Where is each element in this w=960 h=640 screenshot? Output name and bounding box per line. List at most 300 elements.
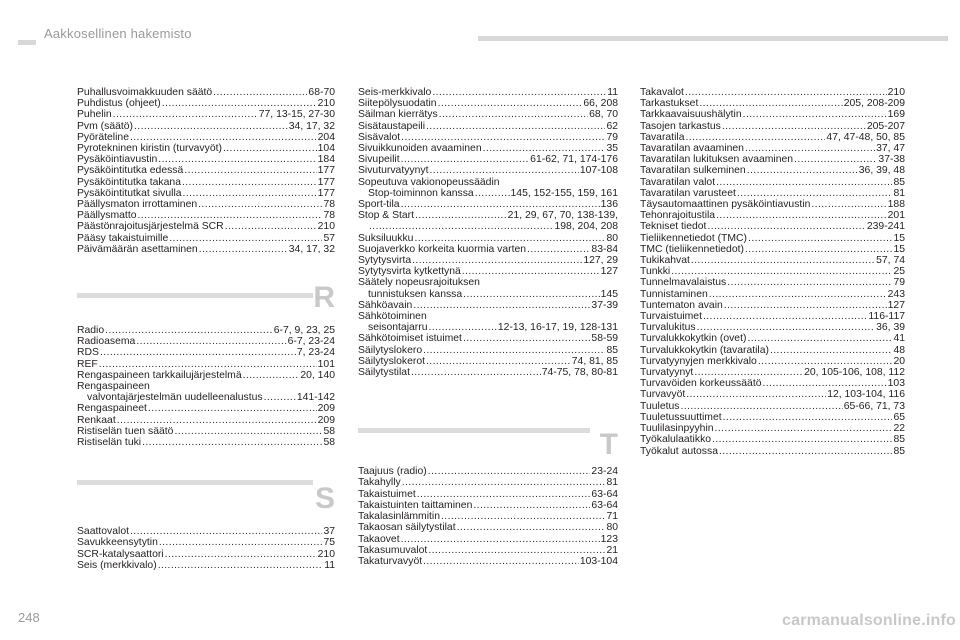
dot-leader — [225, 221, 317, 232]
index-term: Takasumuvalot — [358, 544, 428, 556]
index-term: Takaistuinten taittaminen — [358, 499, 473, 511]
index-term: Pyrotekninen kiristin (turvavyöt) — [77, 143, 222, 155]
dot-leader — [158, 154, 316, 165]
index-term: Tavaratila — [640, 131, 685, 143]
dot-leader — [142, 437, 322, 448]
section-rule — [77, 293, 313, 298]
dot-leader — [703, 311, 867, 322]
section-header-s — [77, 470, 335, 526]
index-pages: 204 — [317, 131, 335, 143]
index-pages: 37, 47 — [876, 143, 905, 155]
index-entry — [358, 121, 618, 132]
index-term: Puhdistus (ohjeet) — [77, 98, 161, 110]
index-entry — [358, 556, 618, 567]
index-term: tunnistuksen kanssa — [368, 288, 463, 300]
dot-leader — [264, 392, 296, 403]
index-entry — [358, 98, 618, 109]
index-term: Sähköavain — [358, 299, 413, 311]
section-rule — [77, 480, 313, 485]
index-entry — [77, 370, 335, 381]
dot-leader — [423, 345, 605, 356]
index-entry — [640, 356, 905, 367]
index-pages: 123 — [600, 533, 618, 545]
index-entry — [640, 255, 905, 266]
index-pages: 57, 74 — [876, 255, 905, 267]
dot-leader — [697, 322, 875, 333]
dot-leader — [463, 333, 590, 344]
index-pages: 68-70 — [308, 87, 335, 98]
index-entry — [358, 244, 618, 255]
dot-leader — [243, 370, 300, 381]
dot-leader — [747, 165, 858, 176]
dot-leader — [671, 266, 892, 277]
index-pages: 58 — [323, 425, 335, 437]
dot-leader — [694, 367, 803, 378]
index-pages: 127, 29 — [583, 255, 618, 267]
index-pages: 127 — [600, 266, 618, 278]
index-term: Stop & Start — [358, 210, 415, 222]
dot-leader — [441, 511, 605, 522]
index-pages: 243 — [887, 288, 905, 300]
dot-leader — [148, 403, 317, 414]
index-entry — [77, 143, 335, 154]
dot-leader — [426, 121, 605, 132]
index-entry — [358, 277, 618, 288]
index-pages: 80 — [606, 232, 618, 244]
dot-leader — [401, 132, 605, 143]
index-pages: 177 — [317, 187, 335, 199]
index-pages: 62 — [606, 120, 618, 132]
index-entry — [358, 534, 618, 545]
index-entry — [640, 121, 905, 132]
index-entry — [640, 221, 905, 232]
index-entry — [640, 244, 905, 255]
index-entry — [358, 356, 618, 367]
index-term: Sivupeilit — [358, 154, 400, 166]
index-term: Päästönrajoitusjärjestelmä SCR — [77, 221, 224, 233]
index-term: Täysautomaattinen pysäköintiavustin — [640, 199, 811, 211]
index-pages: 58 — [323, 437, 335, 449]
index-entry — [640, 233, 905, 244]
dot-leader — [183, 188, 317, 199]
dot-leader — [165, 549, 317, 560]
index-pages: 210 — [317, 221, 335, 233]
index-entry — [358, 143, 618, 154]
index-pages: 61-62, 71, 174-176 — [530, 154, 618, 166]
dot-leader — [426, 356, 571, 367]
dot-leader — [213, 87, 307, 98]
index-entry — [77, 154, 335, 165]
index-pages: 15 — [893, 243, 905, 255]
index-entry — [77, 549, 335, 560]
index-entry — [358, 255, 618, 266]
index-term: Säilytyslokero — [358, 344, 423, 356]
index-pages: 41 — [893, 333, 905, 345]
index-entry — [358, 221, 618, 232]
index-term: Tuulilasinpyyhin — [640, 423, 714, 435]
dot-leader — [401, 199, 600, 210]
index-term: Rengaspaineet — [77, 403, 147, 415]
section-letter-t: T — [599, 428, 618, 462]
index-term: Sähkötoimiset istuimet — [358, 333, 462, 345]
index-term: Tuuletussuuttimet — [640, 411, 722, 423]
index-term: Puhelin — [77, 109, 112, 121]
index-entry — [77, 121, 335, 132]
dot-leader — [457, 522, 606, 533]
index-term: Takahylly — [358, 477, 401, 489]
index-term: Tasojen tarkastus — [640, 120, 721, 132]
dot-leader — [794, 154, 877, 165]
index-term: Tekniset tiedot — [640, 221, 707, 233]
index-list-t — [358, 466, 618, 567]
index-entry — [640, 87, 905, 98]
index-entry — [640, 165, 905, 176]
index-pages: 85 — [606, 344, 618, 356]
index-term: Työkalulaatikko — [640, 434, 712, 446]
dot-leader — [105, 325, 273, 336]
index-entry — [640, 311, 905, 322]
index-pages: 177 — [317, 165, 335, 177]
index-pages: 205, 208-209 — [843, 98, 905, 110]
index-term: Stop-toiminnon kanssa — [368, 187, 474, 199]
index-entry — [640, 109, 905, 120]
index-entry — [640, 378, 905, 389]
index-term: Ristiselän tuen säätö — [77, 425, 174, 437]
index-term: Sytytysvirta kytkettynä — [358, 266, 461, 278]
index-term: Radioasema — [77, 336, 136, 348]
index-pages: 85 — [893, 176, 905, 188]
index-term: Turvalukkokytkin (tavaratila) — [640, 344, 769, 356]
index-entry — [358, 311, 618, 322]
index-term: Tukikahvat — [640, 255, 690, 267]
index-entry — [77, 426, 335, 437]
dot-leader — [401, 534, 600, 545]
index-term: Taajuus (radio) — [358, 466, 427, 478]
dot-leader — [475, 188, 510, 199]
index-term: Takavalot — [640, 87, 684, 98]
index-pages: 11 — [607, 87, 618, 98]
index-pages: 79 — [893, 277, 905, 289]
index-list-t-cont — [640, 87, 905, 457]
dot-leader — [716, 177, 892, 188]
index-term: Puhallusvoimakkuuden säätö — [77, 87, 213, 98]
index-term: Pysäköintitutka takana — [77, 176, 181, 188]
index-pages: 136 — [600, 199, 618, 211]
index-entry — [358, 333, 618, 344]
dot-leader — [727, 277, 892, 288]
index-pages: 20, 140 — [300, 369, 335, 381]
index-term: Turvaistuimet — [640, 311, 702, 323]
index-pages: 85 — [893, 445, 905, 457]
dot-leader — [770, 345, 892, 356]
index-entry — [77, 177, 335, 188]
index-pages: 177 — [317, 176, 335, 188]
index-entry — [358, 466, 618, 477]
index-pages: 78 — [323, 210, 335, 222]
index-entry — [77, 325, 335, 336]
index-term: Tuntematon avain — [640, 299, 723, 311]
dot-leader — [737, 188, 893, 199]
index-pages: 210 — [887, 87, 905, 98]
index-column-1 — [77, 87, 335, 571]
index-term: Tavaratilan varusteet — [640, 187, 736, 199]
dot-leader — [432, 87, 606, 98]
index-term: Renkaat — [77, 414, 116, 426]
index-term: Takaturvavyöt — [358, 555, 423, 567]
index-entry — [640, 289, 905, 300]
index-entry — [77, 526, 335, 537]
index-entry — [358, 233, 618, 244]
dot-leader — [169, 233, 322, 244]
index-term: Tunnelmavalaistus — [640, 277, 727, 289]
index-term: Turvalukkokytkin (ovet) — [640, 333, 747, 345]
index-entry — [358, 132, 618, 143]
dot-leader — [159, 537, 323, 548]
index-entry — [640, 423, 905, 434]
index-term: Työkalut autossa — [640, 445, 718, 457]
index-term: Sopeutuva vakionopeussäädin — [358, 176, 500, 188]
index-pages: 239-241 — [866, 221, 905, 233]
header-rule-right — [478, 36, 948, 41]
index-entry — [77, 188, 335, 199]
index-entry — [77, 233, 335, 244]
dot-leader — [198, 199, 322, 210]
index-entry — [77, 221, 335, 232]
index-term: Sytytysvirta — [358, 255, 412, 267]
section-letter-r: R — [313, 281, 335, 315]
index-pages: 15 — [893, 232, 905, 244]
index-entry — [77, 347, 335, 358]
dot-leader — [413, 300, 590, 311]
index-entry — [77, 98, 335, 109]
index-pages: 74, 81, 85 — [571, 355, 618, 367]
index-pages: 209 — [317, 414, 335, 426]
index-term: Pysäköintitutka edessä — [77, 165, 184, 177]
dot-leader — [527, 244, 590, 255]
index-entry — [77, 109, 335, 120]
index-term: seisontajarru — [368, 322, 428, 334]
index-pages: 83-84 — [591, 243, 618, 255]
index-entry — [358, 367, 618, 378]
dot-leader — [223, 143, 317, 154]
index-entry — [358, 165, 618, 176]
index-pages: 205-207 — [866, 120, 905, 132]
index-term: Radio — [77, 325, 105, 337]
index-pages: 7, 23-24 — [296, 347, 335, 359]
index-term: Tavaratilan avaaminen — [640, 143, 744, 155]
dot-leader — [429, 165, 578, 176]
dot-leader — [758, 356, 893, 367]
section-letter-s: S — [314, 482, 335, 516]
index-term: Sähkötoiminen — [358, 311, 427, 323]
index-pages: 127 — [887, 299, 905, 311]
index-term: Siitepölysuodatin — [358, 98, 437, 110]
index-entry — [640, 322, 905, 333]
index-pages: 36, 39 — [876, 322, 905, 334]
index-pages: 145, 152-155, 159, 161 — [510, 187, 618, 199]
index-term: Rengaspaineen tarkkailujärjestelmä — [77, 369, 242, 381]
dot-leader — [130, 132, 317, 143]
index-term: Pääsy takaistuimille — [77, 232, 169, 244]
watermark: carmanualsonline.info — [782, 612, 957, 629]
index-column-3 — [640, 87, 905, 457]
dot-leader — [483, 143, 606, 154]
index-pages: 37-38 — [878, 154, 905, 166]
index-pages: 184 — [317, 154, 335, 166]
index-entry — [358, 300, 618, 311]
index-pages: 188 — [887, 199, 905, 211]
dot-leader — [685, 132, 825, 143]
index-pages: 34, 17, 32 — [288, 243, 335, 255]
dot-leader — [745, 143, 875, 154]
index-pages: 71 — [606, 511, 618, 523]
index-entry — [640, 177, 905, 188]
dot-leader — [402, 477, 606, 488]
dot-leader — [100, 347, 296, 358]
index-entry — [358, 154, 618, 165]
dot-leader — [686, 389, 826, 400]
index-entry — [640, 143, 905, 154]
index-term: TMC (tieliikennetiedot) — [640, 243, 744, 255]
index-entry — [358, 511, 618, 522]
index-term: Tunnistaminen — [640, 288, 708, 300]
index-pages: 145 — [600, 288, 618, 300]
index-term: Säilman kierrätys — [358, 109, 438, 121]
index-pages: 116-117 — [868, 311, 905, 323]
dot-leader — [162, 98, 317, 109]
index-entry — [358, 87, 618, 98]
index-pages: 47, 47-48, 50, 85 — [826, 131, 905, 143]
index-entry — [640, 210, 905, 221]
index-entry — [358, 322, 618, 333]
index-pages: 79 — [606, 131, 618, 143]
index-pages: 34, 17, 32 — [288, 120, 335, 132]
dot-leader — [709, 289, 887, 300]
index-entry — [640, 266, 905, 277]
page-title: Aakkosellinen hakemisto — [44, 26, 192, 41]
page-number: 248 — [18, 610, 40, 625]
index-list-s-cont — [358, 87, 618, 378]
dot-leader — [417, 489, 591, 500]
index-entry — [77, 392, 335, 403]
index-entry — [640, 154, 905, 165]
index-entry — [640, 188, 905, 199]
index-term: Pysäköintiavustin — [77, 154, 158, 166]
index-entry — [640, 389, 905, 400]
dot-leader — [680, 401, 842, 412]
index-list-r — [77, 325, 335, 448]
index-term: Seis (merkkivalo) — [77, 559, 157, 571]
index-entry — [77, 560, 335, 571]
index-pages: 65-66, 71, 73 — [843, 400, 905, 412]
index-pages: 63-64 — [591, 499, 618, 511]
index-term: Savukkeensytytin — [77, 537, 158, 549]
index-term: Seis-merkkivalo — [358, 87, 432, 98]
dot-leader — [401, 154, 530, 165]
index-term: Tavaratilan sulkeminen — [640, 165, 746, 177]
index-term: Takalasinlämmitin — [358, 511, 440, 523]
index-entry — [640, 434, 905, 445]
dot-leader — [724, 300, 887, 311]
index-term: SCR-katalysaattori — [77, 548, 164, 560]
index-term: Pvm (säätö) — [77, 120, 134, 132]
index-pages: 58-59 — [591, 333, 618, 345]
index-term: Ristiselän tuki — [77, 437, 142, 449]
index-entry — [640, 199, 905, 210]
index-pages: 107-108 — [579, 165, 618, 177]
index-entry — [77, 437, 335, 448]
index-pages: 141-142 — [296, 392, 335, 404]
index-pages: 11 — [324, 559, 335, 571]
index-pages: 35 — [606, 143, 618, 155]
dot-leader — [748, 233, 892, 244]
index-pages: 12-13, 16-17, 19, 128-131 — [497, 322, 618, 334]
index-term: Turvalukitus — [640, 322, 696, 334]
index-term: Suksiluukku — [358, 232, 414, 244]
dot-leader — [184, 165, 316, 176]
index-entry — [77, 381, 335, 392]
index-term: Päällysmaton irrottaminen — [77, 199, 198, 211]
index-pages: 20 — [893, 355, 905, 367]
index-pages: 65 — [893, 411, 905, 423]
index-entry — [77, 199, 335, 210]
dot-leader — [199, 244, 288, 255]
dot-leader — [707, 221, 865, 232]
dot-leader — [369, 221, 553, 232]
dot-leader — [745, 244, 892, 255]
index-pages: 74-75, 78, 80-81 — [541, 367, 618, 379]
index-term: Tavaratilan valot — [640, 176, 716, 188]
index-list-p — [77, 87, 335, 255]
index-term: Säilytyslokerot — [358, 355, 425, 367]
dot-leader — [117, 415, 317, 426]
dot-leader — [762, 378, 886, 389]
index-pages: 78 — [323, 199, 335, 211]
dot-leader — [691, 255, 875, 266]
dot-leader — [811, 199, 886, 210]
index-entry — [640, 277, 905, 288]
index-pages: 80 — [606, 522, 618, 534]
index-entry — [358, 266, 618, 277]
index-entry — [77, 336, 335, 347]
index-pages: 6-7, 9, 23, 25 — [273, 325, 335, 337]
index-entry — [640, 333, 905, 344]
index-column-2 — [358, 87, 618, 567]
index-pages: 68, 70 — [589, 109, 618, 121]
index-term: Sivuturvatyynyt — [358, 165, 429, 177]
index-pages: 81 — [606, 477, 618, 489]
index-entry — [640, 98, 905, 109]
index-entry — [77, 537, 335, 548]
index-entry — [77, 403, 335, 414]
index-pages: 81 — [893, 187, 905, 199]
dot-leader — [134, 121, 288, 132]
section-header-r — [77, 275, 335, 325]
index-pages: 85 — [893, 434, 905, 446]
index-entry — [358, 489, 618, 500]
index-term: Turvatyynyt — [640, 367, 694, 379]
index-pages: 201 — [887, 210, 905, 222]
index-term: Turvavöiden korkeussäätö — [640, 378, 762, 390]
index-pages: 169 — [887, 109, 905, 121]
dot-leader — [438, 98, 583, 109]
index-term: RDS — [77, 347, 99, 359]
index-pages: 103-104 — [579, 555, 618, 567]
index-pages: 57 — [323, 232, 335, 244]
index-pages: 210 — [317, 548, 335, 560]
index-pages: 75 — [323, 537, 335, 549]
index-pages: 77, 13-15, 27-30 — [258, 109, 335, 121]
